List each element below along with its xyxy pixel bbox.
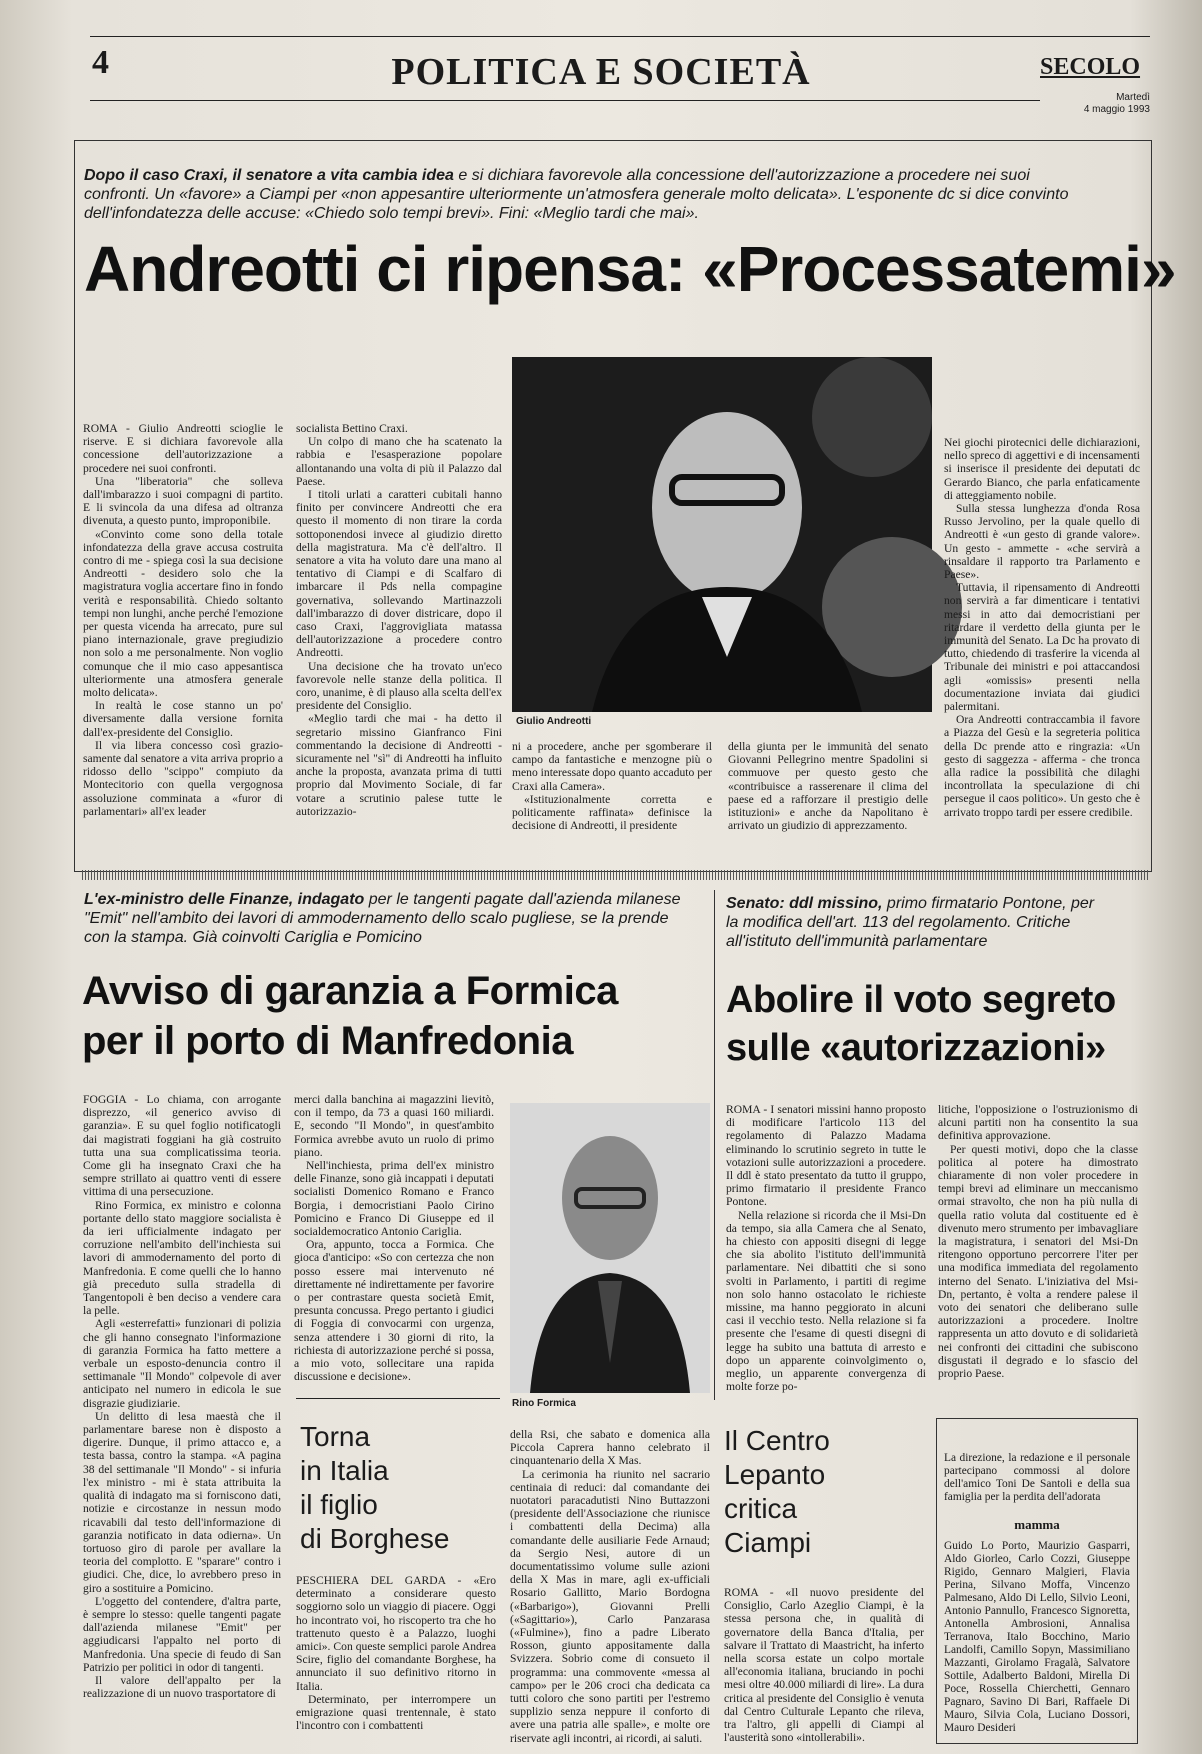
paragraph: Determinato, per interrompere un emigrazione quasi trentennale, è stato l'incontro con i combattenti [296,1692,496,1733]
top-col-5 [944,436,1140,819]
paragraph: Il via libera concesso così grazio-samente dal senatore a vita arriva proprio a ridosso dello "scippo" compiuto da Montecitorio con quella vergognosa assoluzione comminata a «furor di parlamentari» all'ex leader [83,738,283,818]
paragraph: Una "liberatoria" che solleva dall'imbarazzo i suoi compagni di partito. E li svincola da una difesa ad oltranza divenuta, a questo punto, improponibile. [83,474,283,528]
lepanto-headline-line: Ciampi [724,1527,812,1558]
paragraph: litiche, l'opposizione o l'ostruzionismo di alcuni partiti non ha consentito la sua definitiva approvazione. [938,1103,1138,1143]
lepanto-col-1 [724,1586,924,1744]
masthead: SECOLO [1040,54,1141,80]
formica-col-1 [83,1093,281,1701]
formica-col-2 [294,1093,494,1383]
borghese-headline-line: Torna [300,1421,371,1452]
paragraph: Rino Formica, ex ministro e colonna portante dello stato maggiore socialista è da ieri ufficialmente indagato per corruzione nell'ambito dell'inchiesta sui lavori di ammodernamento del porto di Manfredonia. E come quelli che lo hanno già preceduto sulla stradella di Tangentopoli è ben deciso a vendere cara la pelle. [83,1198,281,1318]
formica-kicker-text: per le tangenti pagate dall'azienda milanese "Emit" nell'ambito dei lavori di ammodernamento dello scalo pugliese, se la prende con la stampa. Già coinvolti Cariglia e Pomicino [84,891,681,946]
formica-kicker [84,890,694,947]
top-col-2 [296,422,502,818]
voto-headline-line-1: Abolire il voto segreto [726,979,1116,1021]
paragraph: La cerimonia ha riunito nel sacrario centinaia di reduci: dal comandante dei nuotatori paracadutisti Nino Buttazzoni (presidente dell'Associazione che riunisce i combattenti della Decima) alla comandante delle ausiliarie Fede Arnaud; da Sergio Nesi, autore di un documentatissimo volume sulle azioni della X Mas in mare, agli ex-ufficiali Rosario Gallitto, Mario Bordogna («Barbarigo»), Giovanni Prelli («Sagittario»), Carlo Panzarasa («Fulmine»), fino a padre Liberato Rosson, giunto appositamente dalla Svizzera. Sobrio come di consueto il programma: una commovente «messa al campo» per le 206 croci cha dedicata ca tutti coloro che sono partiti per l'estremo supplizio senza neppure il conforto di avere una patria alle spalle», e molte ore riservate agli incontri, ai ricordi, ai saluti. [510,1467,710,1745]
formica-photo [510,1103,710,1393]
paragraph: Un delitto di lesa maestà che il parlamentare barese non è disposto a digerire. Dunque, il primo attacco e, a testa bassa, contro la stampa. «A pagina 38 del settimanale "Il Mondo" - si infuria l'ex ministro - mi è stata attribuita la qualità di indagato ma si forniscono dati, notizie e circostanze in nessun modo ricavabili dal testo dell'informazione di garanzia notificato in data odierna». Un tortuoso giro di parole per avallare la teoria del complotto. E "sparare" contro i giudici. Che, dice, lo avrebbero preso in giro a sostituire a Pomicino. [83,1409,281,1595]
section-divider [82,870,1148,880]
obituary-names: Guido Lo Porto, Maurizio Gasparri, Aldo Giorleo, Carlo Cozzi, Giuseppe Rigido, Gennaro Malgieri, Flavia Perina, Silvano Moffa, Vincenzo Palmesano, Aldo Di Lello, Silvio Leoni, Antonio Pannullo, Francesco Signoretta, Antonella Ambrosioni, Annalisa Terranova, Italo Bocchino, Mario Landolfi, Camillo Sopyn, Massimiliano Mazzanti, Girolamo Fragalà, Salvatore Sottile, Adalberto Baldoni, Mirella Di Poce, Rossella Chierchetti, Gennaro Pagnaro, Savino Di Bari, Raffaele Di Mauro, Silvia Cola, Luciano Dossori, Mauro Desideri [944,1540,1130,1734]
header-bottom-rule [90,100,1040,101]
paragraph: ROMA - «Il nuovo presidente del Consiglio, Carlo Azeglio Ciampi, è la stessa persona che, in qualità di governatore della Banca d'Italia, per salvare il Trattato di Maastricht, ha inferto nella scorsa estate un colpo mortale all'economia italiana, bruciando in pochi mesi oltre 40.000 miliardi di lire». La dura critica al presidente del Consiglio è venuta dal Centro Culturale Lepanto che rileva, tra l'altro, gli appelli di Ciampi al l'austerità sono «intollerabili». [724,1586,924,1745]
paragraph: FOGGIA - Lo chiama, con arrogante disprezzo, «il generico avviso di garanzia». E su quel foglio notificatogli dai magistrati foggiani ha già costruito tutta una sua complicatissima teoria. Come gli ha insegnato Craxi che ha sempre strillato ai quattro venti di essere vittima di una persecuzione. [83,1093,281,1199]
lepanto-headline-line: Il Centro [724,1425,830,1456]
paragraph: Tuttavia, il ripensamento di Andreotti non servirà a far dimenticare i tentativi messi in atto dai democristiani per ritardare il verdetto della giunta per le immunità del Senato. La Dc ha provato di tutto, chiedendo di trasferire la vicenda al Tribunale dei ministri e poi attaccandosi agli «omissis» presenti nella documentazione inviata dai giudici palermitani. [944,581,1140,714]
paragraph: Una decisione che ha trovato un'eco favorevole nelle stanze della politica. Il coro, unanime, è di plauso alla scelta dell'ex presidente del Consiglio. [296,659,502,713]
header-top-rule [90,36,1150,37]
paragraph: Ora Andreotti contraccambia il favore a Piazza del Gesù e la segreteria politica della Dc prende atto e ringrazia: «Un gesto di saggezza - afferma - che tronca alla radice la possibilità che dilaghi incontrollata la speculazione di chi persegue il caos politico». Un gesto che è arrivato troppo tardi per essere credibile. [944,713,1140,819]
top-col-1 [83,422,283,818]
borghese-headline [300,1420,500,1556]
column-divider [714,890,715,1400]
top-col-4 [728,740,928,832]
andreotti-photo [512,357,932,712]
top-kicker-text: e si dichiara favorevole alla concessione dell'autorizzazione a procedere nei suoi confronti. Un «favore» a Ciampi per «non appesantire ulteriormente un'atmosfera generale molto delicata». L'esponente dc si dice convinto dell'infondatezza delle accuse: «Chiedo solo tempi brevi». Fini: «Meglio tardi che mai». [84,167,1069,222]
paragraph: della giunta per le immunità del senato Giovanni Pellegrino mentre Spadolini si commuove per questo gesto che «contribuisce a rasserenare il clima del paese ed a rafforzare il prestigio delle istituzioni» e anche da Napolitano è arrivato un giudizio di apprezzamento. [728,740,928,833]
formica-headline [82,966,618,1066]
formica-kicker-bold: L'ex-ministro delle Finanze, indagato [84,891,365,908]
paragraph: ROMA - Giulio Andreotti scioglie le riserve. E si dichiara favorevole alla concessione dell'autorizzazione a procedere nei suoi confronti. [83,422,283,475]
section-title: POLITICA E SOCIETÀ [391,51,811,93]
andreotti-caption: Giulio Andreotti [516,716,592,727]
paragraph: socialista Bettino Craxi. [296,422,408,435]
borghese-col-1 [296,1574,496,1744]
paragraph: In realtà le cose stanno un po' diversamente dalla versione fornita dall'ex-presidente del Consiglio. [83,699,283,739]
paragraph: Sulla stessa lunghezza d'onda Rosa Russo Jervolino, per la quale quello di Andreotti è «un gesto di grande valore». Un gesto - ammette - «che servirà a rinsaldare il rapporto tra Parlamento e Paese». [944,502,1140,582]
formica-headline-line-2: per il porto di Manfredonia [82,1019,573,1063]
borghese-headline-line: in Italia [300,1455,389,1486]
borghese-headline-line: di Borghese [300,1523,450,1554]
paragraph: Il valore dell'appalto per la realizzazione di un nuovo trasportatore di [83,1673,281,1701]
paragraph: della Rsi, che sabato e domenica alla Piccola Caprera hanno celebrato il cinquantenario della X Mas. [510,1428,710,1468]
weekday: Martedì [1116,92,1150,103]
paragraph: «Meglio tardi che mai - ha detto il segretario missino Gianfranco Fini commentando la decisione di Andreotti - sicuramente nel "sì" di Andreotti ha influito anche la proposta, avanzata prima di tutti proprio dal Movimento Sociale, di far votare a scrutinio palese tutte le autorizzazio- [296,712,502,818]
obituary-title: mamma [1014,1517,1060,1532]
voto-col-2 [938,1103,1138,1380]
top-kicker-bold: Dopo il caso Craxi, il senatore a vita cambia idea [84,167,454,184]
voto-headline-line-2: sulle «autorizzazioni» [726,1027,1106,1069]
voto-kicker [726,894,1106,951]
paragraph: Per questi motivi, dopo che la classe politica al potere ha dimostrato chiaramente di non voler procedere in tempi brevi ad eliminare un meccanismo ormai stravolto, che non ha più nulla di quella ratio voluta dal costituente ed è divenuto mero strumento per imbavagliare la magistratura, i senatori del Msi-Dn ritengono opportuno percorrere l'iter per una modifica immediata del regolamento interno del Senato. L'iniziativa del Msi-Dn, pertanto, è volta a rendere palese il voto dei senatori che deliberano sulle autorizzazioni a procedere. Inoltre rappresenta un atto dovuto e di solidarietà nei confronti dei cittadini che subiscono disgustati il degrado e lo sfascio del proprio Paese. [938,1142,1138,1381]
voto-kicker-text: primo firmatario Pontone, per la modifica dell'art. 113 del regolamento. Critiche all'istituto dell'immunità parlamentare [726,895,1095,950]
borghese-top-rule [296,1398,500,1399]
paragraph: Un colpo di mano che ha scatenato la rabbia e l'esasperazione popolare allontanando una volta di più il Palazzo dal Paese. [296,435,502,488]
top-kicker [84,166,1084,223]
paragraph: Nella relazione si ricorda che il Msi-Dn da tempo, sia alla Camera che al Senato, ha chiesto con appositi disegni di legge che sia abolito l'istituto dell'immunità parlamentare. Nei dibattiti che si sono svolti in Parlamento, i partiti di regime non solo hanno ostacolato le richieste missine, ma hanno peggiorato in alcuni casi il vecchio testo. Nella relazione si fa presente che l'esame di questi disegni di legge ha subito una battuta di arresto e dopo un apparente coinvolgimento o, meglio, un apparente convergenza di molte forze po- [726,1208,926,1394]
paragraph: ni a procedere, anche per sgomberare il campo da fantastiche e menzogne più o meno interessate dopo quanto accaduto per Craxi alla Camera». [512,740,712,793]
lepanto-headline [724,1424,924,1560]
top-col-3 [512,740,712,832]
page-number: 4 [92,44,109,81]
paragraph: Nell'inchiesta, prima dell'ex ministro delle Finanze, sono già incappati i deputati socialisti Domenico Romano e Franco Borgia, i democristiani Paolo Cirino Pomicino e Franco Di Giuseppe ed il socialdemocratico Antonio Cariglia. [294,1159,494,1239]
paragraph: merci dalla banchina ai magazzini lievitò, con il tempo, da 73 a quasi 160 miliardi. E, secondo "Il Mondo", in quest'ambito Formica avrebbe avuto un ruolo di primo piano. [294,1093,494,1159]
paragraph: Agli «esterrefatti» funzionari di polizia che gli hanno consegnato l'informazione di garanzia Formica ha fatto mettere a verbale un esposto-denuncia contro il settimanale "Il Mondo" colpevole di aver anticipato nel numero in edicola le sue disgrazie giudiziarie. [83,1317,281,1410]
paragraph: Nei giochi pirotecnici delle dichiarazioni, nello spreco di aggettivi e di incensamenti si inserisce il presidente dei deputati dc Gerardo Bianco, che parla enfaticamente di atteggiamento nobile. [944,436,1140,502]
paragraph: «Istituzionalmente corretta e politicamente raffinata» definisce la decisione di Andreotti, il presidente [512,792,712,833]
formica-portrait-image [510,1103,710,1393]
andreotti-portrait-image [512,357,932,712]
dateline [1040,92,1150,116]
paragraph: «Convinto come sono della totale infondatezza della grave accusa costruita contro di me - spiega così la sua decisione Andreotti - desidero solo che la magistratura voglia accertare fino in fondo verità e responsabilità. Chiedo soltanto tempi non lunghi, anche perché l'emozione per questa vicenda ha arrecato, pure sul piano internazionale, grave pregiudizio non solo a me personalmente. Non voglio comunque che il mio caso appesantisca ulteriormente una atmosfera generale molto delicata». [83,527,283,700]
top-headline: Andreotti ci ripensa: «Processatemi» [84,233,1176,305]
paragraph: PESCHIERA DEL GARDA - «Ero determinato a considerare questo soggiorno solo un viaggio di piacere. Oggi ho incontrato voi, ho riscoperto tra che ho trattenuto questo è a Palazzo, luoghi amici». Con queste semplici parole Andrea Scire, figlio del comandante Borghese, ha annunciato il suo definitivo ritorno in Italia. [296,1574,496,1693]
obituary-text: La direzione, la redazione e il personale partecipano commossi al dolore dell'amico Toni De Santoli e della sua famiglia per la perdita dell'adorata [944,1452,1130,1503]
voto-kicker-bold: Senato: ddl missino, [726,895,883,912]
lepanto-headline-line: critica [724,1493,798,1524]
formica-caption: Rino Formica [512,1398,576,1409]
formica-headline-line-1: Avviso di garanzia a Formica [82,969,618,1013]
paragraph: Ora, appunto, tocca a Formica. Che gioca d'anticipo: «So con certezza che non posso essere mai intervenuto né direttamente né indirettamente per favorire o per contrastare questa società Emit, presunta concussa. Prego pertanto i giudici di Foggia di convocarmi con urgenza, senza attendere i 30 giorni di rito, la richiesta di autorizzazione perché si possa, a mio voto, sollecitare una rapida discussione e decisione». [294,1238,494,1384]
borghese-col-2 [510,1428,710,1744]
voto-col-1 [726,1103,926,1393]
issue-date: 4 maggio 1993 [1083,104,1150,115]
paragraph: ROMA - I senatori missini hanno proposto di modificare l'articolo 113 del regolamento di Palazzo Madama eliminando lo scrutinio segreto in tutte le votazioni sulle autorizzazioni a procedere. Il ddl è stato presentato da tutto il gruppo, primo firmatario il presidente Franco Pontone. [726,1103,926,1209]
paragraph: L'oggetto del contendere, d'altra parte, è sempre lo stesso: quelle tangenti pagate dall'azienda milanese "Emit" per aggiudicarsi l'appalto nel porto di Manfredonia. Una specie di feudo di San Patrizio per politici in odor di tangenti. [83,1594,281,1674]
paragraph: I titoli urlati a caratteri cubitali hanno finito per convincere Andreotti che era questo il momento di non tirare la corda sottoponendosi invece al giudizio diretto della magistratura. Ma c'è dell'altro. Il senatore a vita ha voluto dare una mano al tentativo di Ciampi e di Scalfaro di imbarcare il Pds nella compagine governativa, sollevando Martinazzoli dall'imbarazzo di dover districare, dopo il caso Craxi, l'aggrovigliata matassa dell'autorizzazione a procedere contro Andreotti. [296,488,502,660]
borghese-headline-line: il figlio [300,1489,378,1520]
lepanto-headline-line: Lepanto [724,1459,826,1490]
voto-headline [726,976,1116,1072]
